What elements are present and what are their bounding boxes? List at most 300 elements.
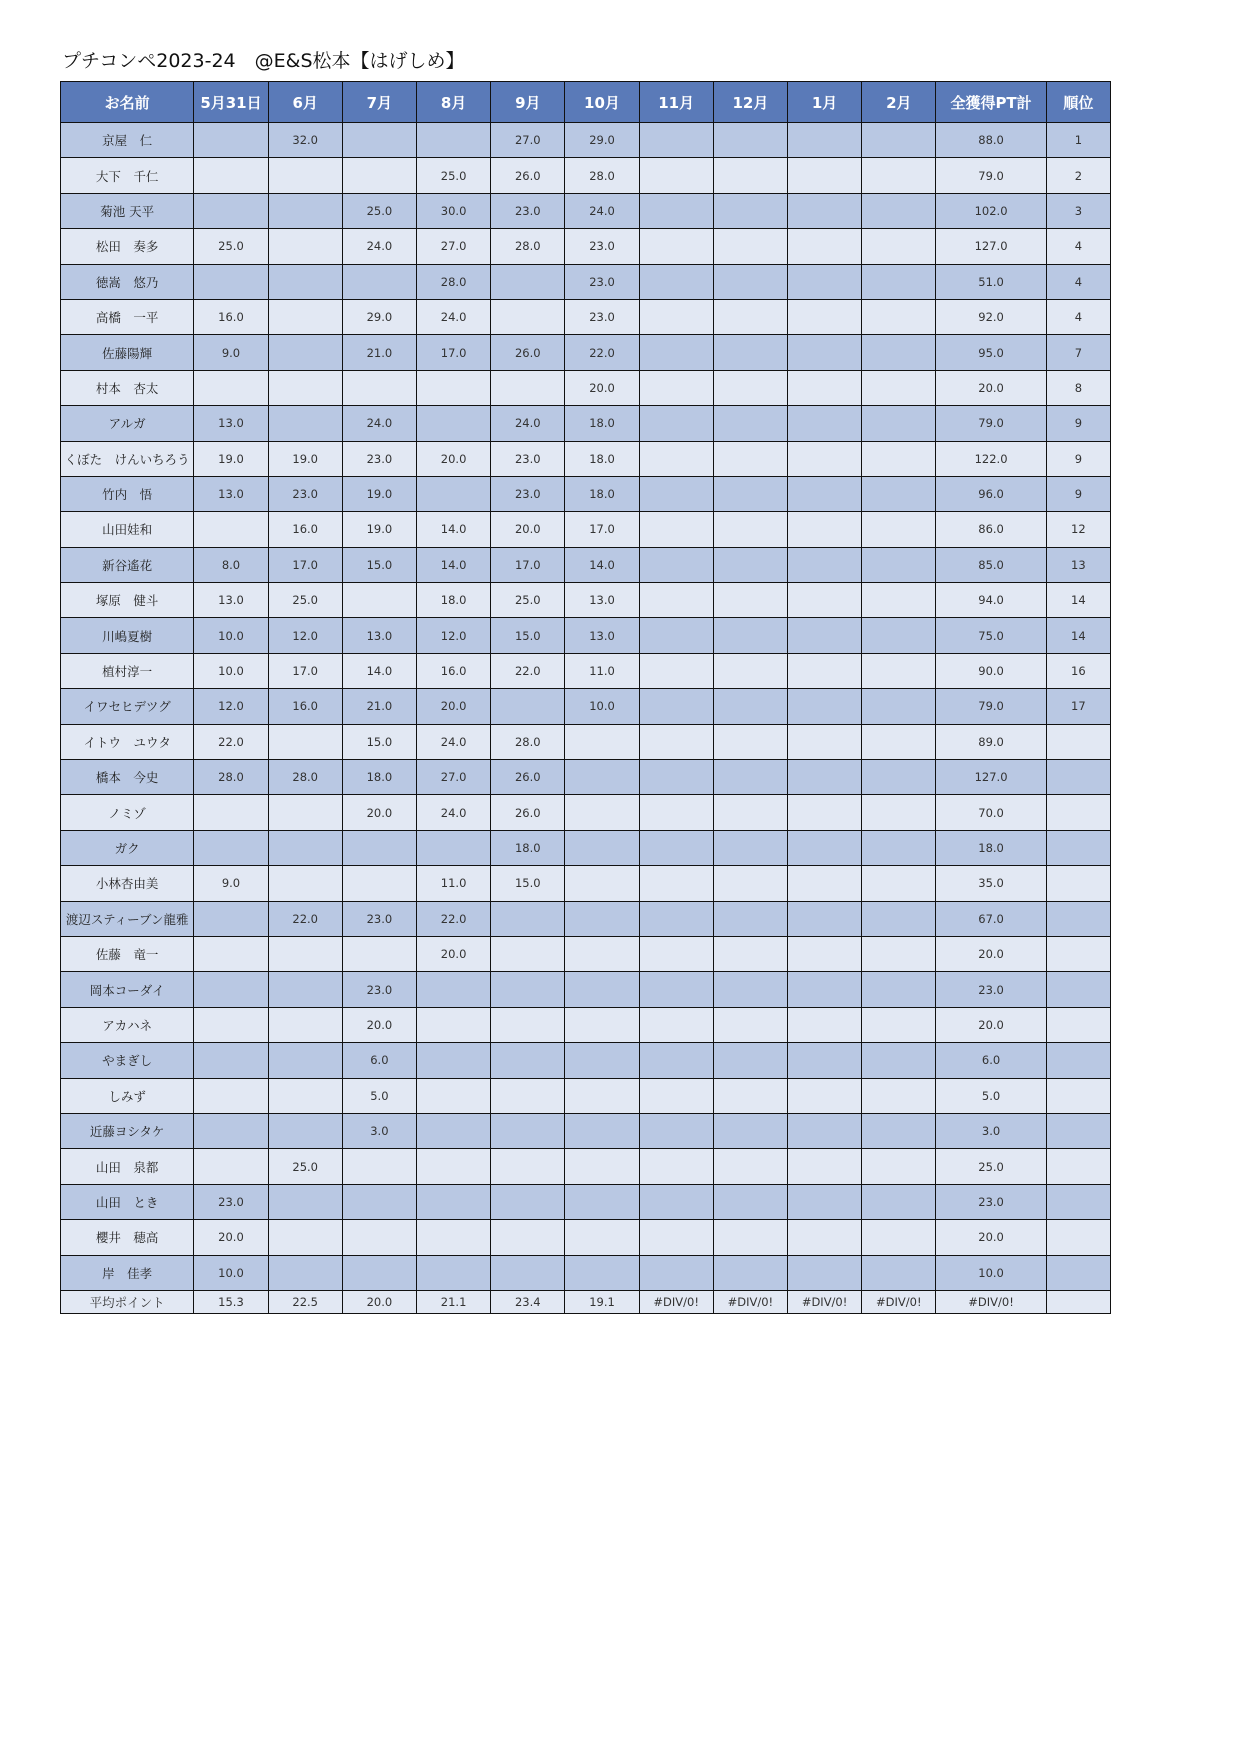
score-cell: [788, 653, 862, 688]
score-cell: 17.0: [416, 335, 490, 370]
score-cell: [491, 901, 565, 936]
score-cell: [713, 724, 787, 759]
score-cell: 18.0: [565, 441, 639, 476]
score-cell: 11.0: [416, 866, 490, 901]
score-cell: [788, 936, 862, 971]
score-cell: 30.0: [416, 193, 490, 228]
score-cell: 10.0: [565, 689, 639, 724]
score-cell: [416, 972, 490, 1007]
score-cell: 12.0: [268, 618, 342, 653]
score-cell: [713, 936, 787, 971]
score-cell: 16.0: [268, 512, 342, 547]
column-header: 1月: [788, 82, 862, 123]
score-cell: [713, 123, 787, 158]
score-cell: [194, 123, 268, 158]
player-name-cell: イワセヒデツグ: [61, 689, 194, 724]
table-row: [61, 512, 1111, 547]
total-points-cell: 20.0: [936, 370, 1046, 405]
rank-cell: [1046, 795, 1110, 830]
total-points-cell: 127.0: [936, 229, 1046, 264]
score-cell: [268, 370, 342, 405]
rank-cell: [1046, 936, 1110, 971]
score-cell: [416, 1043, 490, 1078]
score-cell: [491, 936, 565, 971]
score-cell: 26.0: [491, 158, 565, 193]
score-cell: [713, 901, 787, 936]
total-points-cell: 20.0: [936, 1007, 1046, 1042]
score-cell: 15.0: [342, 724, 416, 759]
total-points-cell: 79.0: [936, 406, 1046, 441]
score-cell: 9.0: [194, 335, 268, 370]
player-name-cell: アルガ: [61, 406, 194, 441]
total-points-cell: 35.0: [936, 866, 1046, 901]
table-row: [61, 901, 1111, 936]
score-cell: [416, 1113, 490, 1148]
average-value-cell: #DIV/0!: [713, 1290, 787, 1313]
score-cell: [491, 1184, 565, 1219]
score-cell: [862, 512, 936, 547]
score-cell: [194, 264, 268, 299]
score-cell: [491, 1255, 565, 1290]
score-cell: 23.0: [565, 229, 639, 264]
score-cell: 26.0: [491, 795, 565, 830]
score-cell: 22.0: [565, 335, 639, 370]
table-row: [61, 1113, 1111, 1148]
table-row: [61, 406, 1111, 441]
column-header: 10月: [565, 82, 639, 123]
player-name-cell: 新谷遙花: [61, 547, 194, 582]
column-header: 順位: [1046, 82, 1110, 123]
rank-cell: 3: [1046, 193, 1110, 228]
score-cell: 22.0: [491, 653, 565, 688]
score-cell: [639, 193, 713, 228]
player-name-cell: 山田娃和: [61, 512, 194, 547]
score-cell: 14.0: [416, 547, 490, 582]
score-cell: [862, 1184, 936, 1219]
score-cell: [268, 1007, 342, 1042]
table-row: [61, 760, 1111, 795]
score-cell: [342, 1184, 416, 1219]
score-cell: 26.0: [491, 760, 565, 795]
score-cell: [194, 1078, 268, 1113]
score-cell: [342, 830, 416, 865]
score-cell: [194, 370, 268, 405]
table-row: [61, 441, 1111, 476]
score-cell: [194, 1149, 268, 1184]
total-points-cell: 18.0: [936, 830, 1046, 865]
score-cell: 12.0: [194, 689, 268, 724]
score-cell: [194, 972, 268, 1007]
score-cell: [565, 795, 639, 830]
score-cell: [713, 229, 787, 264]
score-cell: [788, 229, 862, 264]
score-cell: [194, 901, 268, 936]
score-cell: [713, 1078, 787, 1113]
column-header: 11月: [639, 82, 713, 123]
total-points-cell: 70.0: [936, 795, 1046, 830]
score-cell: [639, 1220, 713, 1255]
score-cell: [862, 795, 936, 830]
score-cell: [788, 1149, 862, 1184]
score-cell: 18.0: [565, 406, 639, 441]
player-name-cell: くぼた けんいちろう: [61, 441, 194, 476]
score-cell: [713, 370, 787, 405]
total-points-cell: 127.0: [936, 760, 1046, 795]
score-cell: [639, 689, 713, 724]
column-header: 8月: [416, 82, 490, 123]
score-cell: 15.0: [491, 866, 565, 901]
table-row: [61, 1255, 1111, 1290]
player-name-cell: 橋本 今史: [61, 760, 194, 795]
rank-cell: [1046, 1078, 1110, 1113]
score-cell: [788, 1113, 862, 1148]
score-cell: [565, 866, 639, 901]
score-cell: [788, 1255, 862, 1290]
score-cell: [713, 1043, 787, 1078]
score-cell: [639, 229, 713, 264]
score-cell: 20.0: [491, 512, 565, 547]
score-cell: [713, 972, 787, 1007]
column-header: 5月31日: [194, 82, 268, 123]
score-cell: [788, 299, 862, 334]
score-cell: [713, 760, 787, 795]
score-cell: 18.0: [491, 830, 565, 865]
score-cell: [194, 512, 268, 547]
score-cell: [862, 406, 936, 441]
score-cell: [713, 1220, 787, 1255]
score-cell: [713, 406, 787, 441]
score-cell: [713, 335, 787, 370]
score-cell: 10.0: [194, 618, 268, 653]
score-cell: [268, 724, 342, 759]
score-cell: 13.0: [194, 583, 268, 618]
score-cell: 24.0: [416, 724, 490, 759]
score-cell: [713, 1113, 787, 1148]
score-cell: 13.0: [194, 406, 268, 441]
score-cell: [639, 1149, 713, 1184]
score-cell: [788, 618, 862, 653]
score-cell: 28.0: [194, 760, 268, 795]
total-points-cell: 95.0: [936, 335, 1046, 370]
average-row: [61, 1290, 1111, 1313]
score-cell: [416, 1007, 490, 1042]
score-table: [60, 81, 1111, 1314]
player-name-cell: 高橋 一平: [61, 299, 194, 334]
score-cell: [268, 406, 342, 441]
table-row: [61, 547, 1111, 582]
score-cell: 23.0: [491, 441, 565, 476]
rank-cell: [1046, 1113, 1110, 1148]
table-row: [61, 1078, 1111, 1113]
score-cell: [862, 866, 936, 901]
table-row: [61, 1220, 1111, 1255]
score-cell: [788, 1078, 862, 1113]
total-points-cell: 94.0: [936, 583, 1046, 618]
score-cell: [788, 406, 862, 441]
score-cell: [713, 158, 787, 193]
player-name-cell: ノミゾ: [61, 795, 194, 830]
score-cell: [788, 689, 862, 724]
score-cell: 15.0: [491, 618, 565, 653]
average-total-cell: #DIV/0!: [936, 1290, 1046, 1313]
score-cell: [862, 1220, 936, 1255]
rank-cell: [1046, 1255, 1110, 1290]
total-points-cell: 86.0: [936, 512, 1046, 547]
score-cell: 19.0: [342, 476, 416, 511]
score-cell: 23.0: [565, 264, 639, 299]
score-cell: [268, 158, 342, 193]
total-points-cell: 92.0: [936, 299, 1046, 334]
rank-cell: [1046, 1184, 1110, 1219]
score-cell: 18.0: [565, 476, 639, 511]
score-cell: 25.0: [194, 229, 268, 264]
column-header: 12月: [713, 82, 787, 123]
rank-cell: [1046, 901, 1110, 936]
score-cell: 24.0: [342, 229, 416, 264]
player-name-cell: しみず: [61, 1078, 194, 1113]
score-cell: [268, 299, 342, 334]
score-cell: [639, 724, 713, 759]
table-row: [61, 689, 1111, 724]
total-points-cell: 96.0: [936, 476, 1046, 511]
player-name-cell: 大下 千仁: [61, 158, 194, 193]
score-cell: 11.0: [565, 653, 639, 688]
score-cell: 12.0: [416, 618, 490, 653]
score-cell: 24.0: [565, 193, 639, 228]
table-row: [61, 193, 1111, 228]
score-cell: 16.0: [268, 689, 342, 724]
score-cell: [416, 123, 490, 158]
rank-cell: 14: [1046, 618, 1110, 653]
score-cell: [639, 936, 713, 971]
score-cell: [713, 1007, 787, 1042]
average-value-cell: 19.1: [565, 1290, 639, 1313]
score-cell: [788, 441, 862, 476]
total-points-cell: 89.0: [936, 724, 1046, 759]
score-cell: 20.0: [565, 370, 639, 405]
score-cell: [194, 193, 268, 228]
table-row: [61, 618, 1111, 653]
score-cell: 25.0: [342, 193, 416, 228]
rank-cell: 4: [1046, 229, 1110, 264]
table-row: [61, 158, 1111, 193]
score-cell: [416, 476, 490, 511]
player-name-cell: 小林杏由美: [61, 866, 194, 901]
score-cell: [639, 476, 713, 511]
score-cell: [862, 972, 936, 1007]
total-points-cell: 85.0: [936, 547, 1046, 582]
score-cell: 6.0: [342, 1043, 416, 1078]
score-cell: [788, 583, 862, 618]
total-points-cell: 102.0: [936, 193, 1046, 228]
player-name-cell: 村本 杏太: [61, 370, 194, 405]
score-cell: [268, 1184, 342, 1219]
score-cell: [639, 830, 713, 865]
score-cell: [862, 229, 936, 264]
score-cell: [862, 370, 936, 405]
score-cell: [713, 830, 787, 865]
score-cell: [268, 830, 342, 865]
score-cell: [788, 760, 862, 795]
table-row: [61, 264, 1111, 299]
total-points-cell: 23.0: [936, 1184, 1046, 1219]
rank-cell: [1046, 1007, 1110, 1042]
rank-cell: [1046, 724, 1110, 759]
score-cell: [788, 795, 862, 830]
score-cell: [639, 583, 713, 618]
score-cell: [268, 1078, 342, 1113]
score-cell: [639, 547, 713, 582]
score-cell: [194, 158, 268, 193]
score-cell: [862, 335, 936, 370]
score-cell: 15.0: [342, 547, 416, 582]
score-cell: [268, 1113, 342, 1148]
score-cell: 28.0: [491, 229, 565, 264]
score-cell: 13.0: [342, 618, 416, 653]
table-row: [61, 653, 1111, 688]
score-cell: [713, 689, 787, 724]
score-cell: [268, 229, 342, 264]
score-cell: [194, 795, 268, 830]
table-row: [61, 123, 1111, 158]
score-cell: [788, 476, 862, 511]
score-cell: [639, 901, 713, 936]
score-cell: [788, 335, 862, 370]
score-cell: [416, 370, 490, 405]
column-header: 6月: [268, 82, 342, 123]
score-cell: [342, 123, 416, 158]
score-cell: 8.0: [194, 547, 268, 582]
score-cell: [862, 547, 936, 582]
score-cell: [713, 1184, 787, 1219]
score-cell: 18.0: [342, 760, 416, 795]
score-cell: 22.0: [194, 724, 268, 759]
score-cell: 14.0: [416, 512, 490, 547]
score-cell: [639, 299, 713, 334]
score-cell: [194, 1043, 268, 1078]
header-row: [61, 82, 1111, 123]
total-points-cell: 90.0: [936, 653, 1046, 688]
score-cell: [194, 830, 268, 865]
score-cell: [565, 972, 639, 1007]
score-cell: [862, 1113, 936, 1148]
total-points-cell: 88.0: [936, 123, 1046, 158]
score-cell: [342, 158, 416, 193]
total-points-cell: 5.0: [936, 1078, 1046, 1113]
score-cell: [862, 1007, 936, 1042]
score-cell: [788, 830, 862, 865]
table-row: [61, 1184, 1111, 1219]
rank-cell: 4: [1046, 264, 1110, 299]
score-cell: [713, 299, 787, 334]
score-cell: [862, 830, 936, 865]
table-row: [61, 830, 1111, 865]
score-cell: [713, 441, 787, 476]
score-cell: [342, 866, 416, 901]
total-points-cell: 51.0: [936, 264, 1046, 299]
average-value-cell: #DIV/0!: [639, 1290, 713, 1313]
score-cell: 28.0: [565, 158, 639, 193]
column-header: 2月: [862, 82, 936, 123]
score-cell: [639, 795, 713, 830]
score-cell: [565, 830, 639, 865]
score-cell: 29.0: [565, 123, 639, 158]
score-cell: [862, 123, 936, 158]
rank-cell: 2: [1046, 158, 1110, 193]
score-cell: 14.0: [342, 653, 416, 688]
score-cell: [416, 406, 490, 441]
player-name-cell: 川嶋夏樹: [61, 618, 194, 653]
score-cell: 20.0: [342, 795, 416, 830]
score-cell: [565, 724, 639, 759]
table-row: [61, 1043, 1111, 1078]
average-rank-cell: [1046, 1290, 1110, 1313]
score-cell: [565, 901, 639, 936]
average-value-cell: 20.0: [342, 1290, 416, 1313]
score-cell: [268, 936, 342, 971]
score-cell: [788, 972, 862, 1007]
score-cell: [713, 866, 787, 901]
score-cell: 22.0: [268, 901, 342, 936]
score-cell: [639, 653, 713, 688]
score-cell: 23.0: [342, 972, 416, 1007]
score-cell: 28.0: [491, 724, 565, 759]
score-cell: [862, 299, 936, 334]
total-points-cell: 79.0: [936, 689, 1046, 724]
score-cell: [491, 370, 565, 405]
score-cell: [788, 158, 862, 193]
score-cell: 25.0: [491, 583, 565, 618]
score-cell: [491, 1220, 565, 1255]
score-cell: [342, 1220, 416, 1255]
score-cell: [788, 123, 862, 158]
score-cell: 5.0: [342, 1078, 416, 1113]
table-row: [61, 583, 1111, 618]
score-cell: [268, 866, 342, 901]
score-cell: 27.0: [416, 229, 490, 264]
score-cell: [862, 618, 936, 653]
score-cell: 13.0: [565, 618, 639, 653]
score-cell: [713, 653, 787, 688]
score-cell: [862, 936, 936, 971]
score-cell: [416, 1255, 490, 1290]
score-cell: [639, 618, 713, 653]
score-cell: [194, 936, 268, 971]
total-points-cell: 75.0: [936, 618, 1046, 653]
score-cell: [416, 1220, 490, 1255]
total-points-cell: 10.0: [936, 1255, 1046, 1290]
score-cell: 20.0: [416, 441, 490, 476]
score-cell: [194, 1113, 268, 1148]
score-cell: [491, 1007, 565, 1042]
rank-cell: 17: [1046, 689, 1110, 724]
score-cell: [788, 370, 862, 405]
score-cell: [268, 1220, 342, 1255]
score-cell: [491, 689, 565, 724]
score-cell: [713, 264, 787, 299]
score-cell: [788, 724, 862, 759]
score-cell: [862, 1078, 936, 1113]
score-cell: [713, 547, 787, 582]
rank-cell: [1046, 1149, 1110, 1184]
score-cell: [862, 724, 936, 759]
player-name-cell: 近藤ヨシタケ: [61, 1113, 194, 1148]
total-points-cell: 23.0: [936, 972, 1046, 1007]
score-cell: 24.0: [342, 406, 416, 441]
rank-cell: 13: [1046, 547, 1110, 582]
score-cell: [639, 406, 713, 441]
score-cell: 22.0: [416, 901, 490, 936]
